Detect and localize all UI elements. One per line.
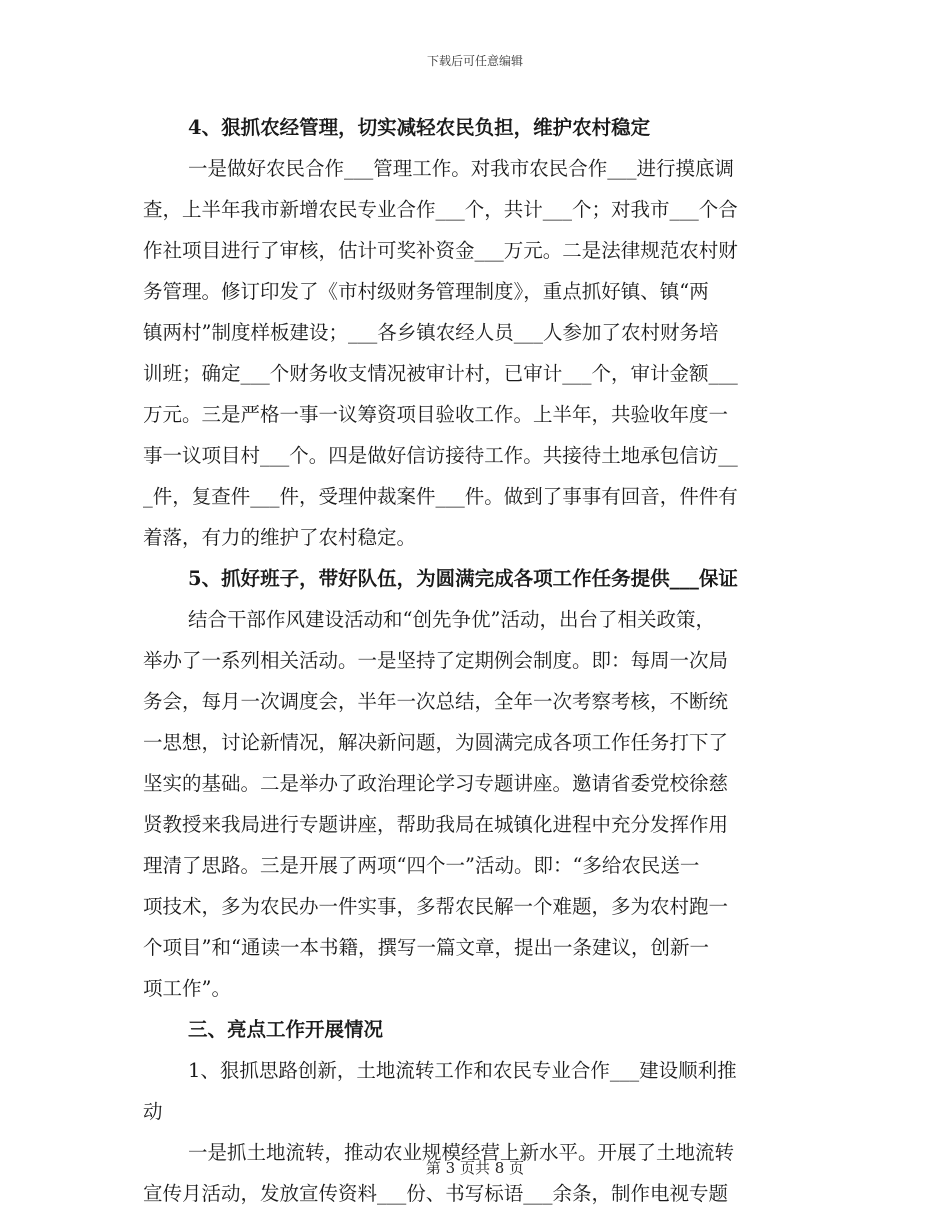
paragraph-line: 一思想，讨论新情况，解决新问题，为圆满完成各项工作任务打下了: [143, 731, 729, 754]
paragraph-line: 务会，每月一次调度会，半年一次总结，全年一次考察考核，不断统: [143, 690, 729, 713]
paragraph-line: 举办了一系列相关活动。一是坚持了定期例会制度。即：每周一次局: [143, 649, 729, 672]
paragraph-line: 一是抓土地流转，推动农业规模经营上新水平。开展了土地流转: [188, 1141, 735, 1164]
paragraph-line: 着落，有力的维护了农村稳定。: [143, 526, 417, 549]
paragraph-line: 宣传月活动，发放宣传资料___份、书写标语___余条，制作电视专题: [143, 1182, 729, 1205]
document-body: [143, 107, 803, 1214]
paragraph-line: 项技术，多为农民办一件实事，多帮农民解一个难题，多为农村跑一: [143, 895, 729, 918]
paragraph-line: 镇两村”制度样板建设；___各乡镇农经人员___人参加了农村财务培: [143, 321, 719, 344]
paragraph-line: 个项目”和“通读一本书籍，撰写一篇文章，提出一条建议，创新一: [143, 936, 709, 959]
paragraph-line: 理清了思路。三是开展了两项“四个一”活动。即：“多给农民送一: [143, 854, 700, 877]
paragraph-line: 坚实的基础。二是举办了政治理论学习专题讲座。邀请省委党校徐慈: [143, 772, 729, 795]
paragraph-line: 项工作”。: [143, 977, 231, 1000]
paragraph-line: 动: [143, 1100, 163, 1123]
page-header-note: 下载后可任意编辑: [426, 54, 523, 68]
paragraph-line: 一是做好农民合作___管理工作。对我市农民合作___进行摸底调: [188, 157, 735, 180]
section-heading-line: 5、抓好班子，带好队伍，为圆满完成各项工作任务提供___保证: [188, 567, 738, 590]
section-heading-line: 三、亮点工作开展情况: [188, 1018, 384, 1041]
section-heading-line: 4、狠抓农经管理，切实减轻农民负担，维护农村稳定: [188, 116, 651, 139]
paragraph-line: 查，上半年我市新增农民专业合作___个，共计___个；对我市___个合: [143, 198, 738, 221]
paragraph-line: 1、狠抓思路创新，土地流转工作和农民专业合作___建设顺利推: [188, 1059, 737, 1082]
paragraph-line: 训班；确定___个财务收支情况被审计村，已审计___个，审计金额___: [143, 362, 738, 385]
paragraph-line: 结合干部作风建设活动和“创先争优”活动，出台了相关政策，: [188, 608, 715, 631]
paragraph-line: 万元。三是严格一事一议筹资项目验收工作。上半年，共验收年度一: [143, 403, 729, 426]
paragraph-line: 贤教授来我局进行专题讲座，帮助我局在城镇化进程中充分发挥作用: [143, 813, 729, 836]
paragraph-line: 事一议项目村___个。四是做好信访接待工作。共接待土地承包信访__: [143, 444, 738, 467]
paragraph-line: 作社项目进行了审核，估计可奖补资金___万元。二是法律规范农村财: [143, 239, 738, 262]
page-number: 第 3 页共 8 页: [425, 1159, 525, 1177]
paragraph-line: 务管理。修订印发了《市村级财务管理制度》，重点抓好镇、镇“两: [143, 280, 709, 303]
paragraph-line: _件，复查件___件，受理仲裁案件___件。做到了事事有回音，件件有: [143, 485, 738, 508]
